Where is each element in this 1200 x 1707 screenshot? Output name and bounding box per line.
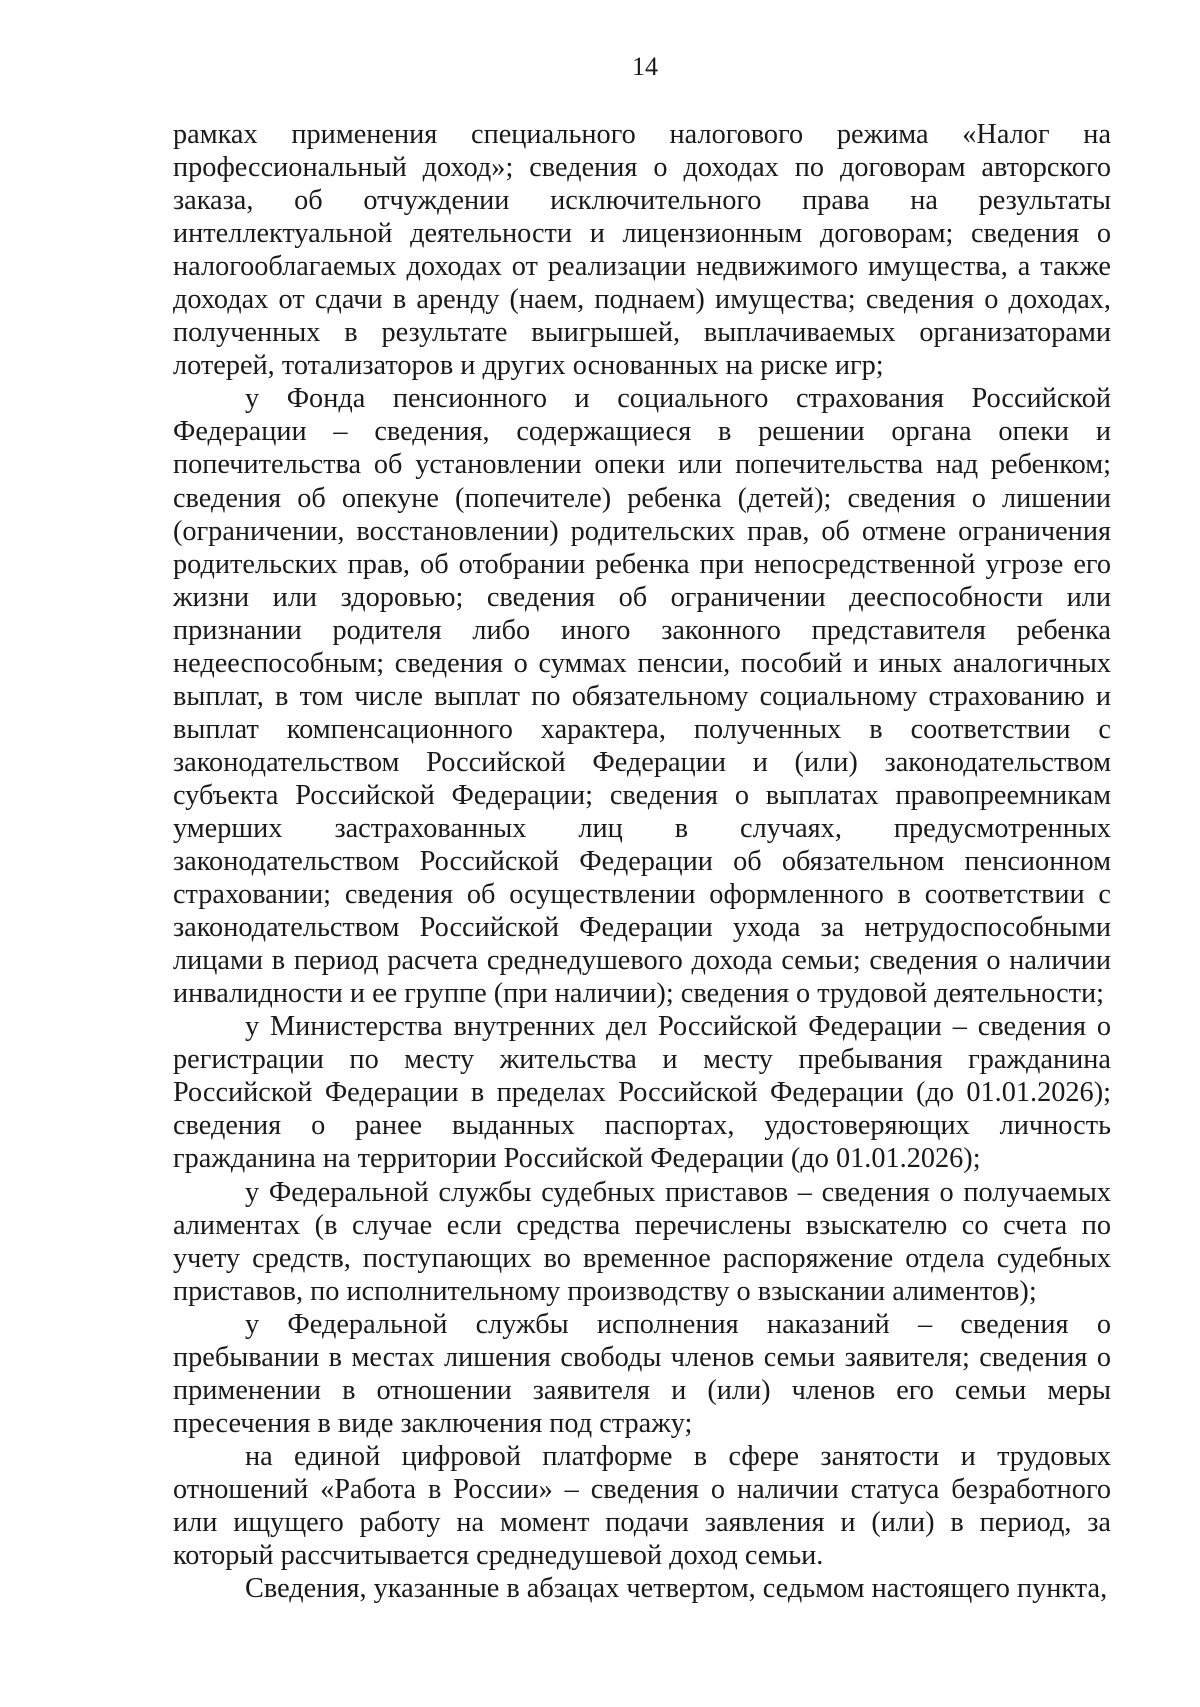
document-body — [173, 118, 1111, 1605]
page-number: 14 — [632, 52, 658, 81]
paragraph-tax-service-continuation: рамках применения специального налогового режима «Налог на профессиональный доход»; сведения о доходах по договорам авторского заказа, об отчуждении исключительного права на результаты интеллектуальной деятельности и лицензионным договорам; сведения о налогооблагаемых доходах от реализации недвижимого имущества, а также доходах от сдачи в аренду (наем, поднаем) имущества; сведения о доходах, полученных в результате выигрышей, выплачиваемых организаторами лотерей, тотализаторов и других основанных на риске игр; — [173, 119, 1111, 382]
paragraph-pension-fund: у Фонда пенсионного и социального страхования Российской Федерации – сведения, содержащиеся в решении органа опеки и попечительства об установлении опеки или попечительства над ребенком; сведения об опекуне (попечителе) ребенка (детей); сведения о лишении (ограничении, восстановлении) родительских прав, об отмене ограничения родительских прав, об отобрании ребенка при непосредственной угрозе его жизни или здоровью; сведения об ограничении дееспособности или признании родителя либо иного законного представителя ребенка недееспособным; сведения о суммах пенсии, пособий и иных аналогичных выплат, в том числе выплат по обязательному социальному страхованию и выплат компенсационного характера, полученных в соответствии с законодательством Российской Федерации и (или) законодательством субъекта Российской Федерации; сведения о выплатах правопреемникам умерших застрахованных лиц в случаях, предусмотренных законодательством Российской Федерации об обязательном пенсионном страховании; сведения об осуществлении оформленного в соответствии с законодательством Российской Федерации ухода за нетрудоспособными лицами в период расчета среднедушевого дохода семьи; сведения о наличии инвалидности и ее группе (при наличии); сведения о трудовой деятельности; — [173, 383, 1111, 1010]
paragraph-interior-ministry: у Министерства внутренних дел Российской Федерации – сведения о регистрации по месту жительства и месту пребывания гражданина Российской Федерации в пределах Российской Федерации (до 01.01.2026); сведения о ранее выданных паспортах, удостоверяющих личность гражданина на территории Российской Федерации (до 01.01.2026); — [173, 1011, 1111, 1175]
paragraph-penitentiary-service: у Федеральной службы исполнения наказаний – сведения о пребывании в местах лишения свободы членов семьи заявителя; сведения о применении в отношении заявителя и (или) членов его семьи меры пресечения в виде заключения под стражу; — [173, 1308, 1111, 1439]
paragraph-bailiffs-service: у Федеральной службы судебных приставов – сведения о получаемых алиментах (в случае если средства перечислены взыскателю со счета по учету средств, поступающих во временное распоряжение отдела судебных приставов, по исполнительному производству о взыскании алиментов); — [173, 1176, 1111, 1307]
paragraph-employment-platform: на единой цифровой платформе в сфере занятости и трудовых отношений «Работа в России» – сведения о наличии статуса безработного или ищущего работу на момент подачи заявления и (или) в период, за который рассчитывается среднедушевой доход семьи. — [173, 1440, 1111, 1572]
paragraph-final-fragment: Сведения, указанные в абзацах четвертом, седьмом настоящего пункта, — [245, 1573, 1108, 1605]
